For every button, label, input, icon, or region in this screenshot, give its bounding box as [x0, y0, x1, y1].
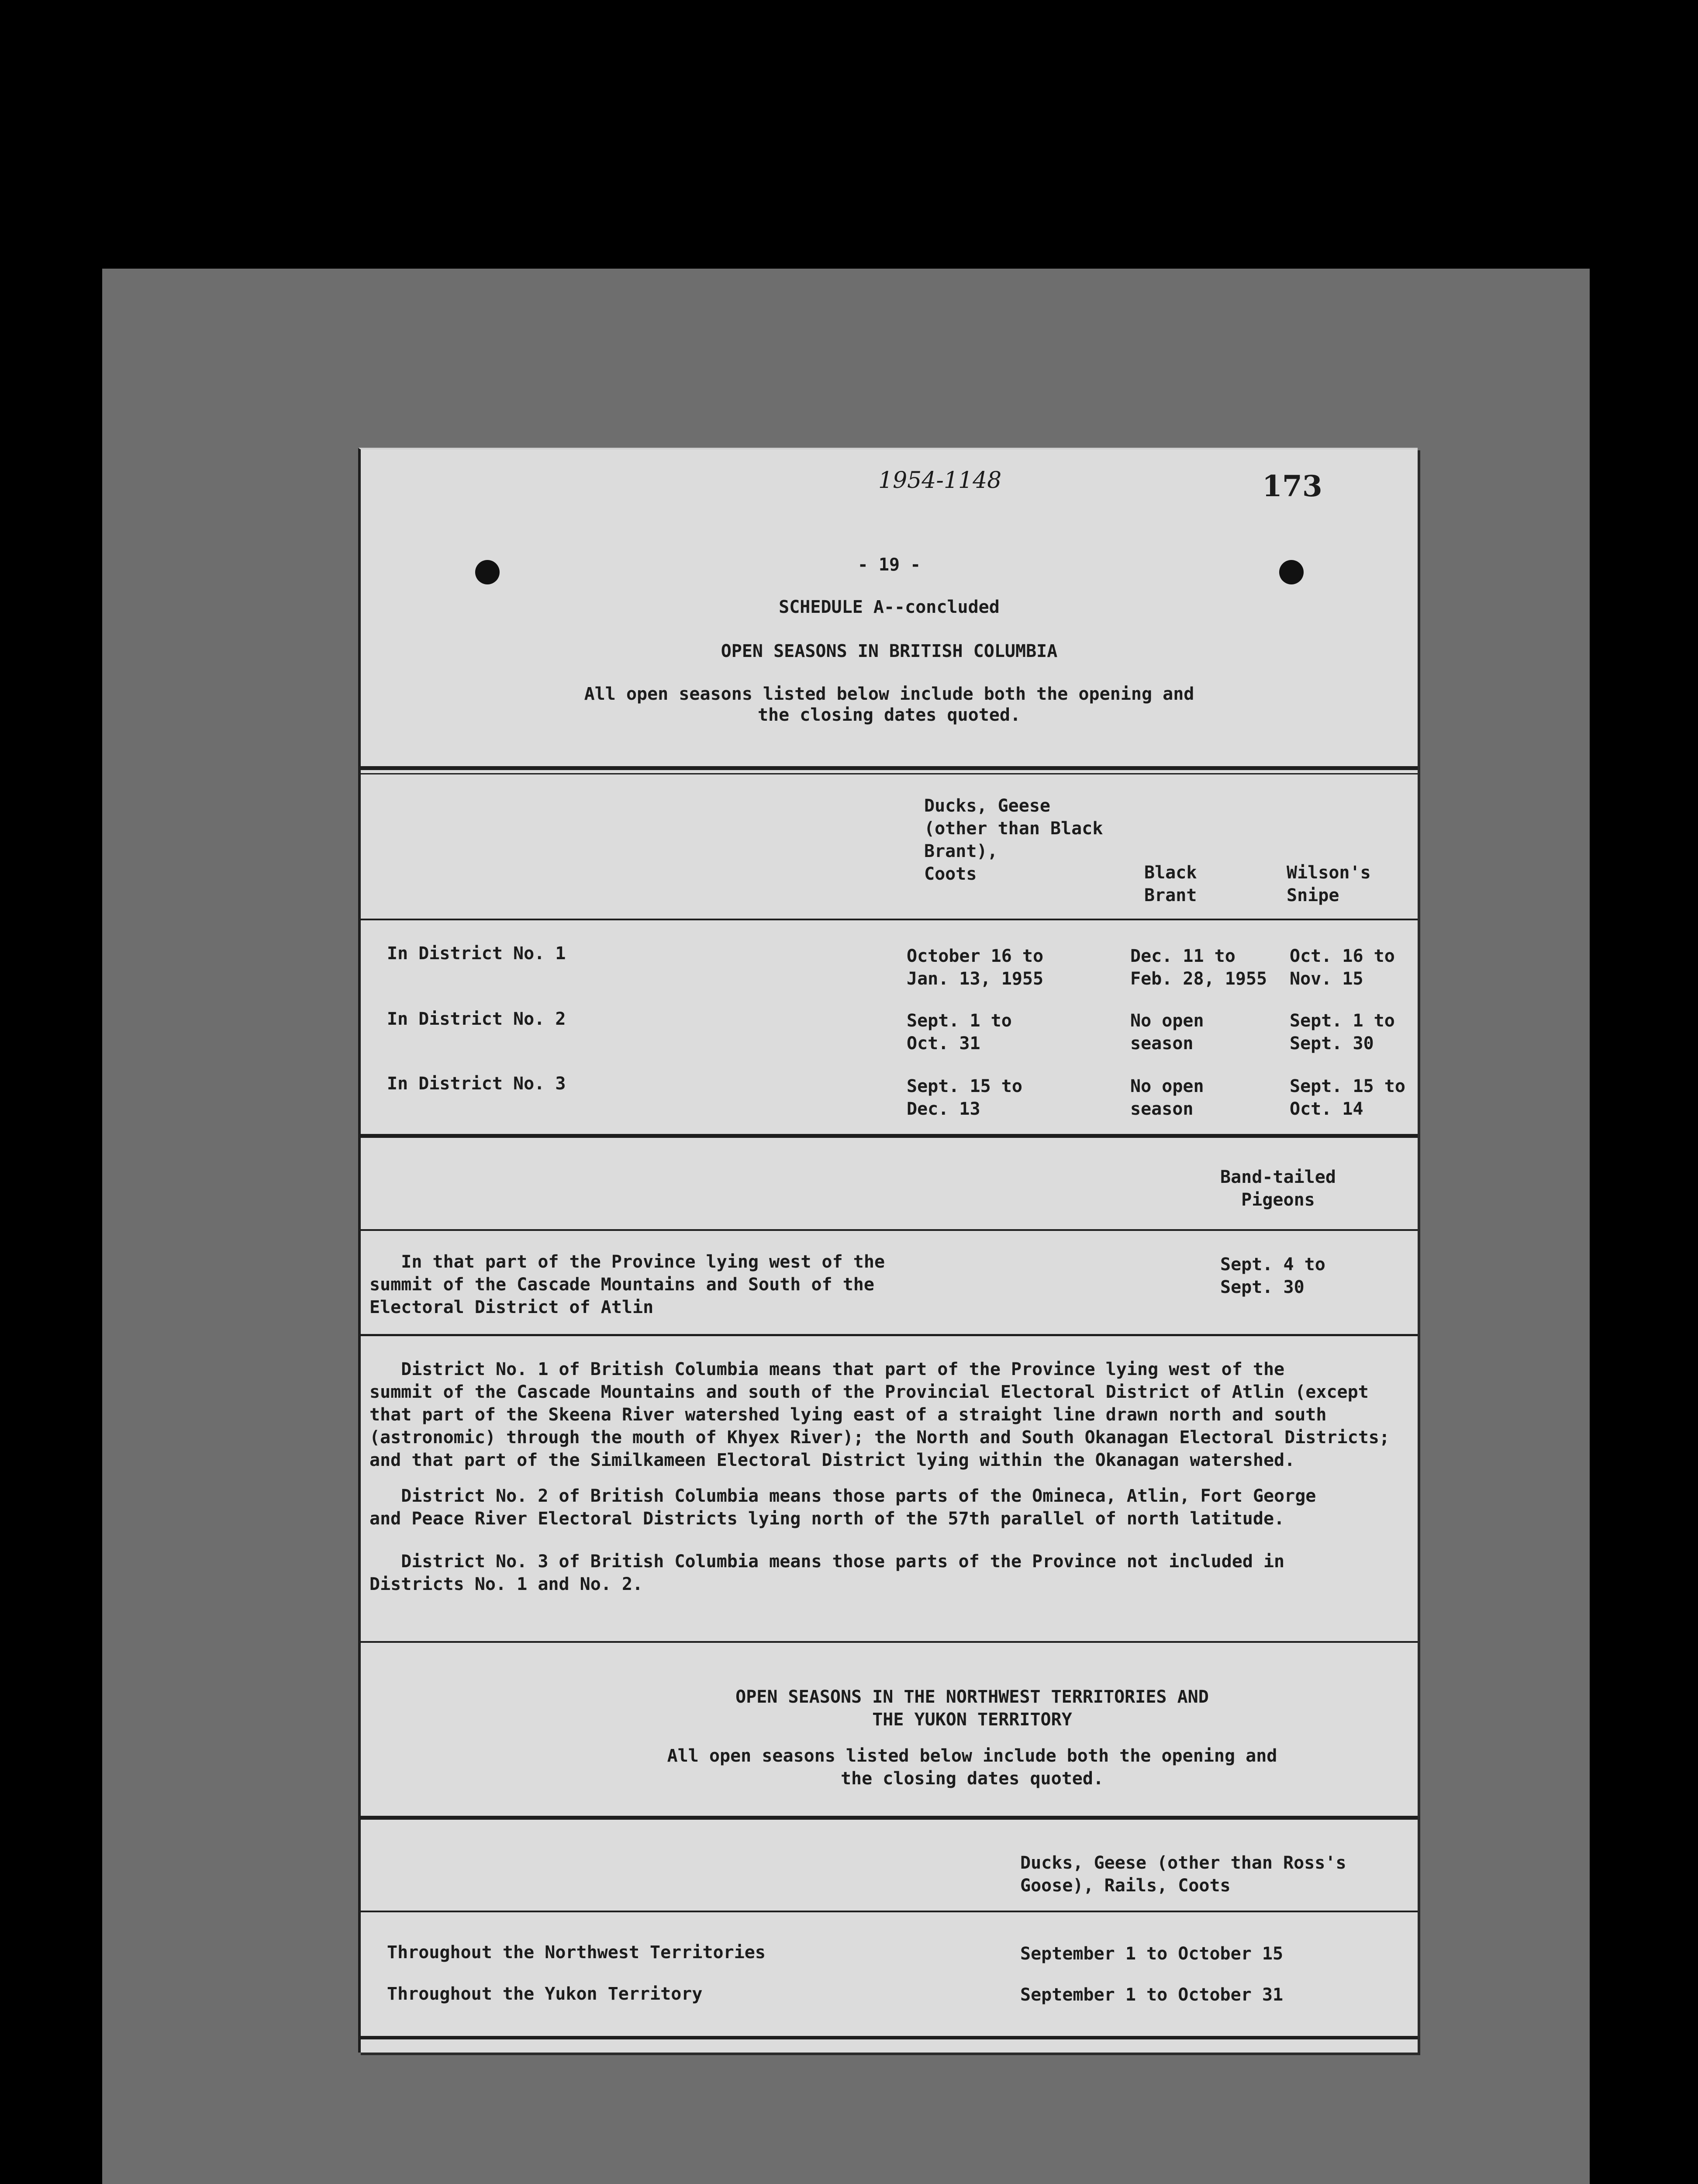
- section-rule: [361, 1334, 1418, 1336]
- district-2-snipe: Sept. 1 to Sept. 30: [1290, 1011, 1395, 1054]
- pigeons-area-description: In that part of the Province lying west of the summit of the Cascade Mountains and South of the Electoral District of Atlin: [369, 1252, 885, 1317]
- section-rule: [361, 766, 1418, 770]
- column-header-nwt-ducks: Ducks, Geese (other than Ross's Goose), Rails, Coots: [1020, 1853, 1346, 1896]
- district-2-label: In District No. 2: [387, 1009, 566, 1029]
- header-rule: [361, 1229, 1418, 1231]
- district-1-brant: Dec. 11 to Feb. 28, 1955: [1130, 946, 1267, 989]
- header-rule: [361, 919, 1418, 920]
- section-rule: [361, 1134, 1418, 1138]
- nwt-inclusion-note: All open seasons listed below include both the opening and the closing dates quoted.: [667, 1746, 1277, 1789]
- district-1-label: In District No. 1: [387, 943, 566, 964]
- schedule-heading: SCHEDULE A--concluded: [779, 597, 1000, 617]
- column-header-black-brant: Black Brant: [1144, 863, 1197, 905]
- bottom-rule: [361, 2036, 1418, 2039]
- district-1-definition: District No. 1 of British Columbia means that part of the Province lying west of the summit of the Cascade Mountains and south of the Provincial Electoral District of Atlin (except that part of the Skeena River watershed lying east of a straight line drawn north and south (astronomic) through the mouth of Khyex River); the North and South Okanagan Electoral Districts; and that part of the Similkameen Electoral District lying within the Okanagan watershed.: [369, 1359, 1390, 1470]
- district-2-ducks: Sept. 1 to Oct. 31: [907, 1011, 1012, 1054]
- header-rule: [361, 1911, 1418, 1912]
- district-3-label: In District No. 3: [387, 1074, 566, 1094]
- section-rule: [361, 773, 1418, 774]
- inclusion-note-2: the closing dates quoted.: [757, 705, 1021, 725]
- district-3-definition: District No. 3 of British Columbia means those parts of the Province not included in Districts No. 1 and No. 2.: [369, 1552, 1285, 1594]
- section-rule: [361, 1641, 1418, 1643]
- nwt-title: OPEN SEASONS IN THE NORTHWEST TERRITORIES AND THE YUKON TERRITORY: [735, 1687, 1209, 1730]
- nwt-row-dates: September 1 to October 15: [1020, 1944, 1284, 1964]
- document-page: [358, 448, 1418, 2053]
- district-1-snipe: Oct. 16 to Nov. 15: [1290, 946, 1395, 989]
- handwritten-reference: 1954-1148: [878, 467, 1002, 494]
- district-1-ducks: October 16 to Jan. 13, 1955: [907, 946, 1044, 989]
- page-title: OPEN SEASONS IN BRITISH COLUMBIA: [721, 641, 1058, 661]
- column-header-ducks: Ducks, Geese (other than Black Brant), Coots: [924, 796, 1103, 884]
- stamp-page-number: 173: [1262, 469, 1322, 503]
- yukon-row-dates: September 1 to October 31: [1020, 1985, 1284, 2005]
- pigeons-dates: Sept. 4 to Sept. 30: [1220, 1254, 1325, 1297]
- inclusion-note: All open seasons listed below include both the opening and: [584, 684, 1194, 704]
- yukon-row-label: Throughout the Yukon Territory: [387, 1984, 703, 2004]
- district-2-brant: No open season: [1130, 1011, 1204, 1054]
- column-header-pigeons: Band-tailed Pigeons: [1220, 1167, 1336, 1210]
- district-3-brant: No open season: [1130, 1076, 1204, 1119]
- district-2-definition: District No. 2 of British Columbia means those parts of the Omineca, Atlin, Fort George and Peace River Electoral Districts lying north of the 57th parallel of north latitude.: [369, 1486, 1316, 1529]
- district-3-ducks: Sept. 15 to Dec. 13: [907, 1076, 1022, 1119]
- section-rule: [361, 1816, 1418, 1820]
- page-label: - 19 -: [857, 555, 921, 575]
- district-3-snipe: Sept. 15 to Oct. 14: [1290, 1076, 1405, 1119]
- column-header-wilsons-snipe: Wilson's Snipe: [1287, 863, 1371, 905]
- nwt-row-label: Throughout the Northwest Territories: [387, 1942, 766, 1963]
